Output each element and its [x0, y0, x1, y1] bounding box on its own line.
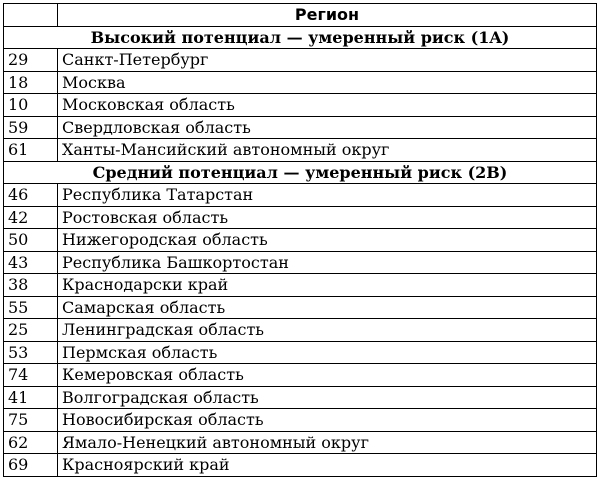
header-num-cell	[4, 4, 58, 27]
region-number: 41	[4, 386, 58, 409]
group-row	[4, 26, 597, 49]
group-title: Высокий потенциал — умеренный риск (1A)	[4, 26, 597, 49]
group-title: Средний потенциал — умеренный риск (2B)	[4, 161, 597, 184]
region-number: 42	[4, 206, 58, 229]
region-name: Пермская область	[58, 341, 597, 364]
table-row	[4, 71, 597, 94]
table-row	[4, 94, 597, 117]
region-number: 74	[4, 364, 58, 387]
table-row	[4, 206, 597, 229]
table-row	[4, 364, 597, 387]
region-name: Свердловская область	[58, 116, 597, 139]
table-row	[4, 49, 597, 72]
region-name: Новосибирская область	[58, 409, 597, 432]
table-row	[4, 386, 597, 409]
header-row	[4, 4, 597, 27]
region-name: Республика Башкортостан	[58, 251, 597, 274]
region-name: Республика Татарстан	[58, 184, 597, 207]
table-row	[4, 409, 597, 432]
region-name: Волгоградская область	[58, 386, 597, 409]
table-row	[4, 319, 597, 342]
region-name: Ленинградская область	[58, 319, 597, 342]
region-number: 43	[4, 251, 58, 274]
region-name: Кемеровская область	[58, 364, 597, 387]
table-row	[4, 139, 597, 162]
region-number: 50	[4, 229, 58, 252]
region-number: 46	[4, 184, 58, 207]
region-number: 53	[4, 341, 58, 364]
region-number: 59	[4, 116, 58, 139]
region-number: 61	[4, 139, 58, 162]
region-number: 29	[4, 49, 58, 72]
region-name: Краснодарски край	[58, 274, 597, 297]
region-number: 62	[4, 431, 58, 454]
table-row	[4, 116, 597, 139]
table-body	[4, 26, 597, 476]
region-name: Ямало-Ненецкий автономный округ	[58, 431, 597, 454]
table-row	[4, 431, 597, 454]
region-name: Ростовская область	[58, 206, 597, 229]
region-number: 69	[4, 454, 58, 477]
header-region-cell: Регион	[58, 4, 597, 27]
table-row	[4, 274, 597, 297]
table-row	[4, 296, 597, 319]
region-name: Москва	[58, 71, 597, 94]
region-table	[3, 3, 597, 477]
region-name: Самарская область	[58, 296, 597, 319]
region-number: 55	[4, 296, 58, 319]
table-row	[4, 251, 597, 274]
region-number: 25	[4, 319, 58, 342]
table-row	[4, 229, 597, 252]
group-row	[4, 161, 597, 184]
region-name: Ханты-Мансийский автономный округ	[58, 139, 597, 162]
region-name: Санкт-Петербург	[58, 49, 597, 72]
table-row	[4, 341, 597, 364]
region-number: 75	[4, 409, 58, 432]
region-number: 38	[4, 274, 58, 297]
region-name: Московская область	[58, 94, 597, 117]
region-number: 10	[4, 94, 58, 117]
table-row	[4, 184, 597, 207]
region-name: Красноярский край	[58, 454, 597, 477]
region-name: Нижегородская область	[58, 229, 597, 252]
region-number: 18	[4, 71, 58, 94]
table-row	[4, 454, 597, 477]
